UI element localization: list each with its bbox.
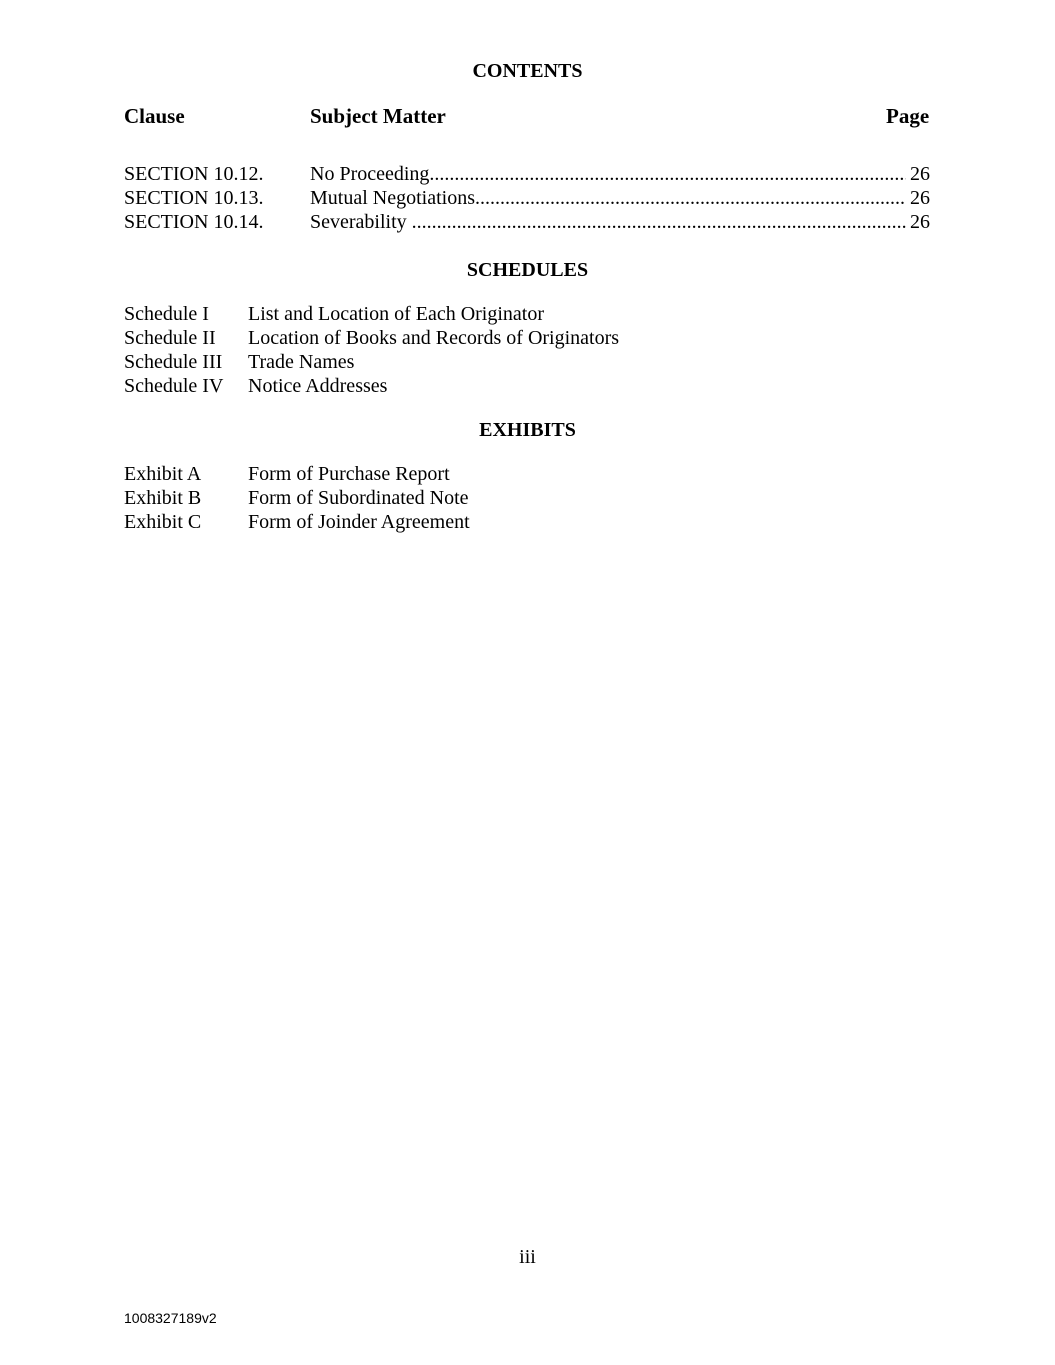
toc-clause: SECTION 10.14. [124, 211, 264, 233]
schedule-label: Schedule I [124, 303, 209, 325]
toc-page-number: 26 [910, 211, 930, 233]
schedules-heading: SCHEDULES [466, 259, 589, 281]
dot-leader [412, 210, 906, 234]
toc-row [124, 162, 930, 186]
toc-title: Severability [310, 211, 412, 233]
dot-leader [429, 162, 906, 186]
schedule-title: Trade Names [248, 351, 355, 373]
toc-page-number: 26 [910, 187, 930, 209]
exhibits-heading: EXHIBITS [479, 419, 576, 441]
toc-title: No Proceeding [310, 163, 430, 185]
exhibit-label: Exhibit A [124, 463, 202, 485]
exhibit-title: Form of Subordinated Note [248, 487, 469, 509]
document-id: 1008327189v2 [124, 1310, 217, 1326]
exhibit-label: Exhibit C [124, 511, 202, 533]
schedule-title: Location of Books and Records of Originators [248, 327, 620, 349]
toc-row [124, 186, 930, 210]
schedule-label: Schedule IV [124, 375, 224, 397]
toc-clause: SECTION 10.13. [124, 187, 264, 209]
page-number: iii [519, 1246, 536, 1268]
exhibit-title: Form of Joinder Agreement [248, 511, 470, 533]
toc-title: Mutual Negotiations [310, 187, 475, 209]
toc-entry [310, 162, 930, 186]
toc-entry [310, 186, 930, 210]
schedule-title: List and Location of Each Originator [248, 303, 545, 325]
contents-heading: CONTENTS [472, 60, 583, 82]
schedule-label: Schedule III [124, 351, 223, 373]
toc-clause: SECTION 10.12. [124, 163, 264, 185]
schedule-label: Schedule II [124, 327, 216, 349]
column-header-subject-matter: Subject Matter [310, 104, 446, 128]
column-header-page: Page [886, 104, 930, 128]
toc-page-number: 26 [910, 163, 930, 185]
column-header-clause: Clause [124, 104, 185, 128]
dot-leader [475, 186, 906, 210]
toc-entry [310, 210, 930, 234]
schedule-title: Notice Addresses [248, 375, 388, 397]
exhibit-label: Exhibit B [124, 487, 202, 509]
exhibit-title: Form of Purchase Report [248, 463, 450, 485]
toc-row [124, 210, 930, 234]
